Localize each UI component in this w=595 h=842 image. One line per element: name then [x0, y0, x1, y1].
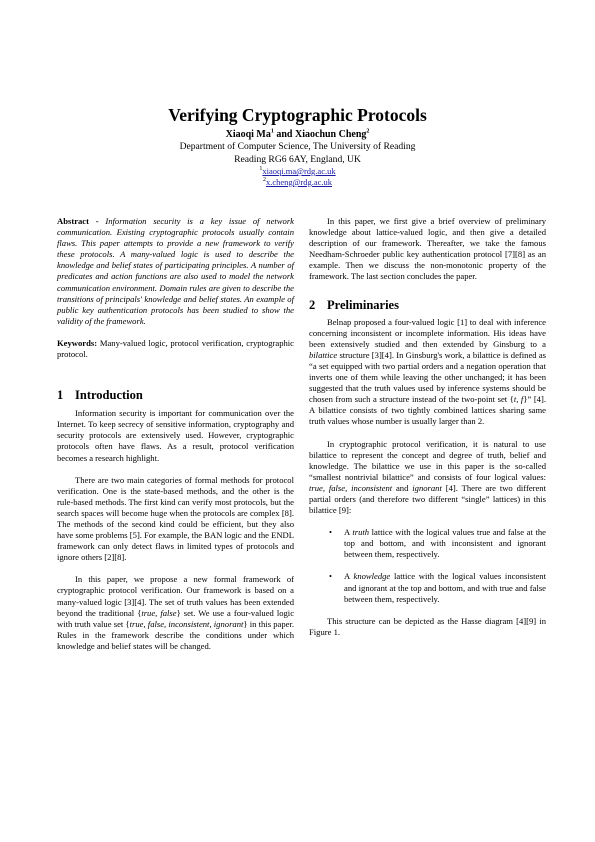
paragraph — [309, 439, 546, 517]
text-run: In this paper, we propose a new formal framework of cryptographic protocol verification. Our framework is based on a many-valued logic [3][4]. The set of truth values has been extended beyond the traditional { — [57, 574, 294, 618]
italic-term: t, f — [513, 394, 524, 405]
italic-term: knowledge — [353, 571, 391, 582]
list-item — [309, 571, 546, 604]
italic-term: false — [160, 607, 177, 618]
affiliation-department: Department of Computer Science, The University of Reading — [179, 141, 416, 152]
author-footnote-mark: 1 — [270, 128, 274, 135]
paragraph: There are two main categories of formal methods for protocol verification. One is the state-based methods, and the other is the rule-based methods. The first kind can verify most protocols, but the search spaces will become huge when the protocols are complex [8]. The methods of the second kind could be efficient, but they also have some problems [5]. For example, the BAN logic and the ENDL framework can only detect flaws in limited types of protocols and ignore others [2][8]. — [57, 474, 294, 563]
text-run: A — [344, 571, 354, 582]
email-footnote-mark: 2 — [262, 177, 266, 184]
text-run: } in this paper. Rules in the framework describe the conditions under which knowledge and belief states will be changed. — [57, 618, 294, 651]
section-number: 1 — [57, 388, 64, 403]
italic-term: ignorant — [412, 482, 442, 493]
abstract-text: Information security is a key issue of network communication. Existing cryptographic protocols usually contain flaws. This paper attempts to provide a new framework to verify these protocols. A many-valued logic is used to describe the knowledge and belief states of participating principles. A number of predicates and action functions are also used to model the network communication environment. Domain rules are given to describe the transitions of principals' knowledge and belief states. An example of public key authentication protocols has been studied to show the validity of the framework. — [57, 216, 294, 326]
italic-term: true, false, inconsistent — [309, 482, 393, 493]
author-conjunction: and — [273, 129, 295, 140]
text-run: [4]. There are two different partial orders (and therefore two different “single” lattices) in this bilattice [9]: — [309, 482, 546, 516]
section-title: Introduction — [75, 388, 143, 403]
section-number: 2 — [309, 297, 316, 312]
paragraph: Information security is important for communication over the Internet. To keep secrecy of sensitive information, cryptography and security protocols are extensively used. However, cryptographic protocols often have flaws. As a result, protocol verification becomes a research highlight. — [57, 408, 294, 463]
section-title: Preliminaries — [327, 297, 399, 312]
author-line — [0, 128, 595, 141]
bullet-icon: • — [329, 527, 333, 538]
text-run: structure [3][4]. In Ginsburg's work, a bilattice is defined as “a set equipped with two partial orders and a negation operation that inverts one of them while leaving the other unchanged; it has been suggested that the truth values used by inference systems should be chosen from such a structure instead of the two-point set { — [309, 349, 546, 405]
text-run: }” [4]. A bilattice consists of two tightly combined lattices sharing same truth values whose number is usually larger than 2. — [309, 394, 546, 427]
author-footnote-mark: 2 — [366, 128, 370, 135]
paper-header — [0, 104, 595, 188]
italic-term: truth — [352, 527, 370, 538]
text-run: } set. We use a four-valued logic with truth value set { — [57, 607, 295, 629]
keywords-label: Keywords: — [57, 337, 98, 348]
email-line — [0, 166, 595, 177]
paragraph — [57, 574, 294, 652]
author-name: Xiaoqi Ma — [225, 129, 271, 140]
italic-term: bilattice — [309, 349, 338, 360]
bullet-icon: • — [329, 571, 333, 582]
abstract — [57, 216, 294, 327]
list-item — [309, 527, 546, 560]
text-run: and — [392, 482, 413, 493]
section-heading-preliminaries — [309, 297, 546, 313]
email-link[interactable]: x.cheng@rdg.ac.uk — [265, 177, 333, 187]
italic-term: true, false, inconsistent, ignorant — [129, 618, 244, 629]
paragraph: In this paper, we first give a brief overview of preliminary knowledge about lattice-valued logic, and then give a detailed description of our framework. Thereafter, we take the famous Needham-Schroeder public key authentication protocol [7][8] as an example. Then we discuss the non-monotonic property of the framework. The last section concludes the paper. — [309, 216, 546, 282]
text-run: In cryptographic protocol verification, it is natural to use bilattice to represent the concept and degree of truth, belief and knowledge. The bilattice we use in this paper is the so-called “smallest nontrivial bilattice” and consists of four logical values: — [309, 438, 546, 482]
text-run: lattice with the logical values true and false at the top and bottom, and with inconsistent and ignorant between them, respectively. — [344, 527, 546, 560]
left-column — [57, 216, 294, 652]
abstract-label: Abstract - — [57, 216, 99, 226]
email-line — [0, 177, 595, 188]
keywords-text: Many-valued logic, protocol verification, cryptographic protocol. — [57, 337, 294, 360]
section-heading-introduction — [57, 387, 294, 403]
text-run: , — [155, 607, 161, 618]
bullet-list — [309, 527, 546, 605]
affiliation-address: Reading RG6 6AY, England, UK — [234, 153, 361, 165]
author-name: Xiaochun Cheng — [295, 129, 367, 140]
keywords — [57, 338, 294, 360]
email-footnote-mark: 1 — [259, 166, 263, 173]
paragraph — [309, 317, 546, 428]
paragraph: This structure can be depicted as the Hasse diagram [4][9] in Figure 1. — [309, 615, 546, 637]
right-column — [309, 216, 546, 638]
text-run: Belnap proposed a four-valued logic [1] to deal with inference concerning inconsistent or incomplete information. His ideas have been extensively studied and then extended by Ginsburg to a — [309, 316, 546, 349]
text-run: A — [344, 527, 353, 538]
email-link[interactable]: xiaoqi.ma@rdg.ac.uk — [262, 166, 336, 176]
text-run: lattice with the logical values inconsistent and ignorant at the top and bottom, and with true and false between them, respectively. — [344, 571, 546, 604]
paper-title: Verifying Cryptographic Protocols — [168, 105, 427, 125]
italic-term: true — [141, 607, 156, 618]
